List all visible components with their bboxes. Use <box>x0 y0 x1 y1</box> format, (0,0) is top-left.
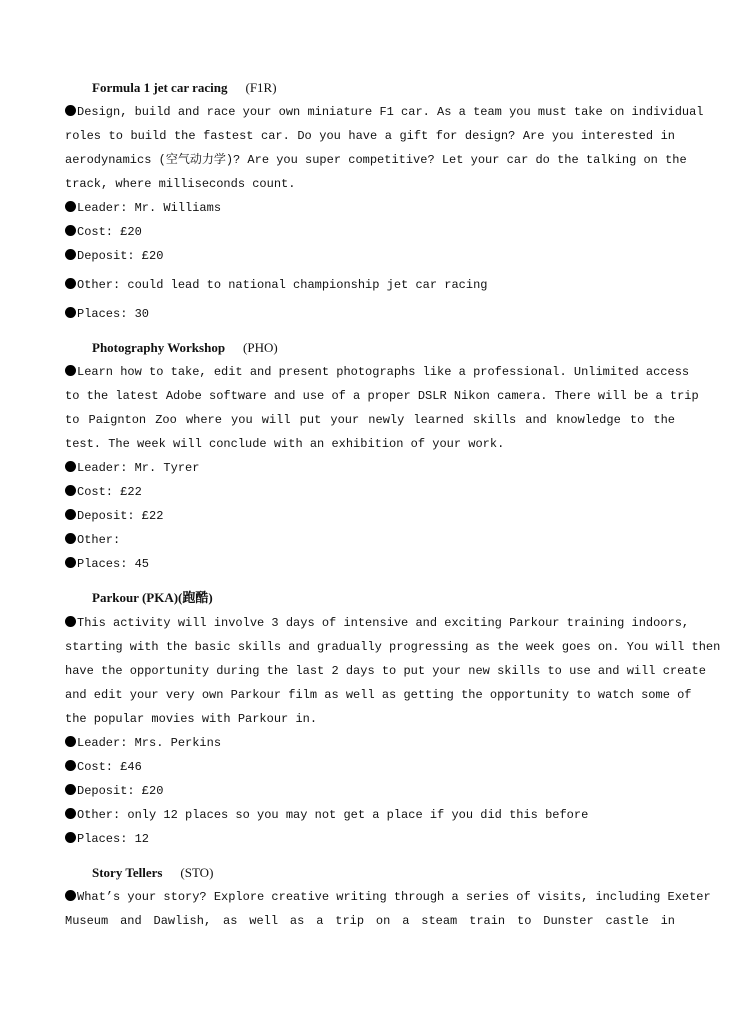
cost-line: Cost: £22 <box>65 485 675 499</box>
bullet-icon <box>65 485 76 496</box>
leader-line: Leader: Mr. Tyrer <box>65 461 675 475</box>
bullet-icon <box>65 557 76 568</box>
leader-line: Leader: Mr. Williams <box>65 201 675 215</box>
bullet-icon <box>65 736 76 747</box>
description-line: Design, build and race your own miniature F1 car. As a team you must take on individual <box>65 105 675 119</box>
bullet-icon <box>65 832 76 843</box>
bullet-icon <box>65 509 76 520</box>
bullet-icon <box>65 808 76 819</box>
bullet-icon <box>65 533 76 544</box>
description-line: Learn how to take, edit and present photographs like a professional. Unlimited access <box>65 365 675 379</box>
bullet-icon <box>65 278 76 289</box>
other-line: Other: <box>65 533 675 547</box>
bullet-icon <box>65 784 76 795</box>
bullet-icon <box>65 307 76 318</box>
description-line: starting with the basic skills and gradually progressing as the week goes on. You will then <box>65 640 721 654</box>
section-heading-f1r: Formula 1 jet car racing (F1R) <box>92 80 277 95</box>
section-heading-pho: Photography Workshop (PHO) <box>92 340 278 355</box>
places-line: Places: 45 <box>65 557 675 571</box>
description-line: roles to build the fastest car. Do you have a gift for design? Are you interested in <box>65 129 675 143</box>
other-line: Other: only 12 places so you may not get a place if you did this before <box>65 808 675 822</box>
bullet-icon <box>65 201 76 212</box>
description-line: to Paignton Zoo where you will put your newly learned skills and knowledge to the <box>65 413 675 427</box>
description-line: test. The week will conclude with an exhibition of your work. <box>65 437 505 451</box>
cost-line: Cost: £46 <box>65 760 675 774</box>
bullet-icon <box>65 616 76 627</box>
bullet-icon <box>65 105 76 116</box>
description-line: track, where milliseconds count. <box>65 177 296 191</box>
bullet-icon <box>65 365 76 376</box>
description-line: Museum and Dawlish, as well as a trip on a steam train to Dunster castle in <box>65 914 675 928</box>
bullet-icon <box>65 249 76 260</box>
places-line: Places: 30 <box>65 307 675 321</box>
bullet-icon <box>65 225 76 236</box>
leader-line: Leader: Mrs. Perkins <box>65 736 675 750</box>
other-line: Other: could lead to national championship jet car racing <box>65 278 675 292</box>
description-line: to the latest Adobe software and use of a proper DSLR Nikon camera. There will be a trip <box>65 389 699 403</box>
bullet-icon <box>65 760 76 771</box>
section-heading-pka: Parkour (PKA)(跑酷) <box>92 590 213 605</box>
description-line: have the opportunity during the last 2 days to put your new skills to use and will create <box>65 664 706 678</box>
description-line: the popular movies with Parkour in. <box>65 712 318 726</box>
deposit-line: Deposit: £20 <box>65 784 675 798</box>
description-line: aerodynamics (空气动力学)? Are you super competitive? Let your car do the talking on the <box>65 153 687 167</box>
description-line: What’s your story? Explore creative writing through a series of visits, including Exeter <box>65 890 675 904</box>
places-line: Places: 12 <box>65 832 675 846</box>
cost-line: Cost: £20 <box>65 225 675 239</box>
bullet-icon <box>65 461 76 472</box>
deposit-line: Deposit: £22 <box>65 509 675 523</box>
deposit-line: Deposit: £20 <box>65 249 675 263</box>
description-line: This activity will involve 3 days of intensive and exciting Parkour training indoors, <box>65 616 675 630</box>
bullet-icon <box>65 890 76 901</box>
description-line: and edit your very own Parkour film as well as getting the opportunity to watch some of <box>65 688 692 702</box>
section-heading-sto: Story Tellers (STO) <box>92 865 214 880</box>
